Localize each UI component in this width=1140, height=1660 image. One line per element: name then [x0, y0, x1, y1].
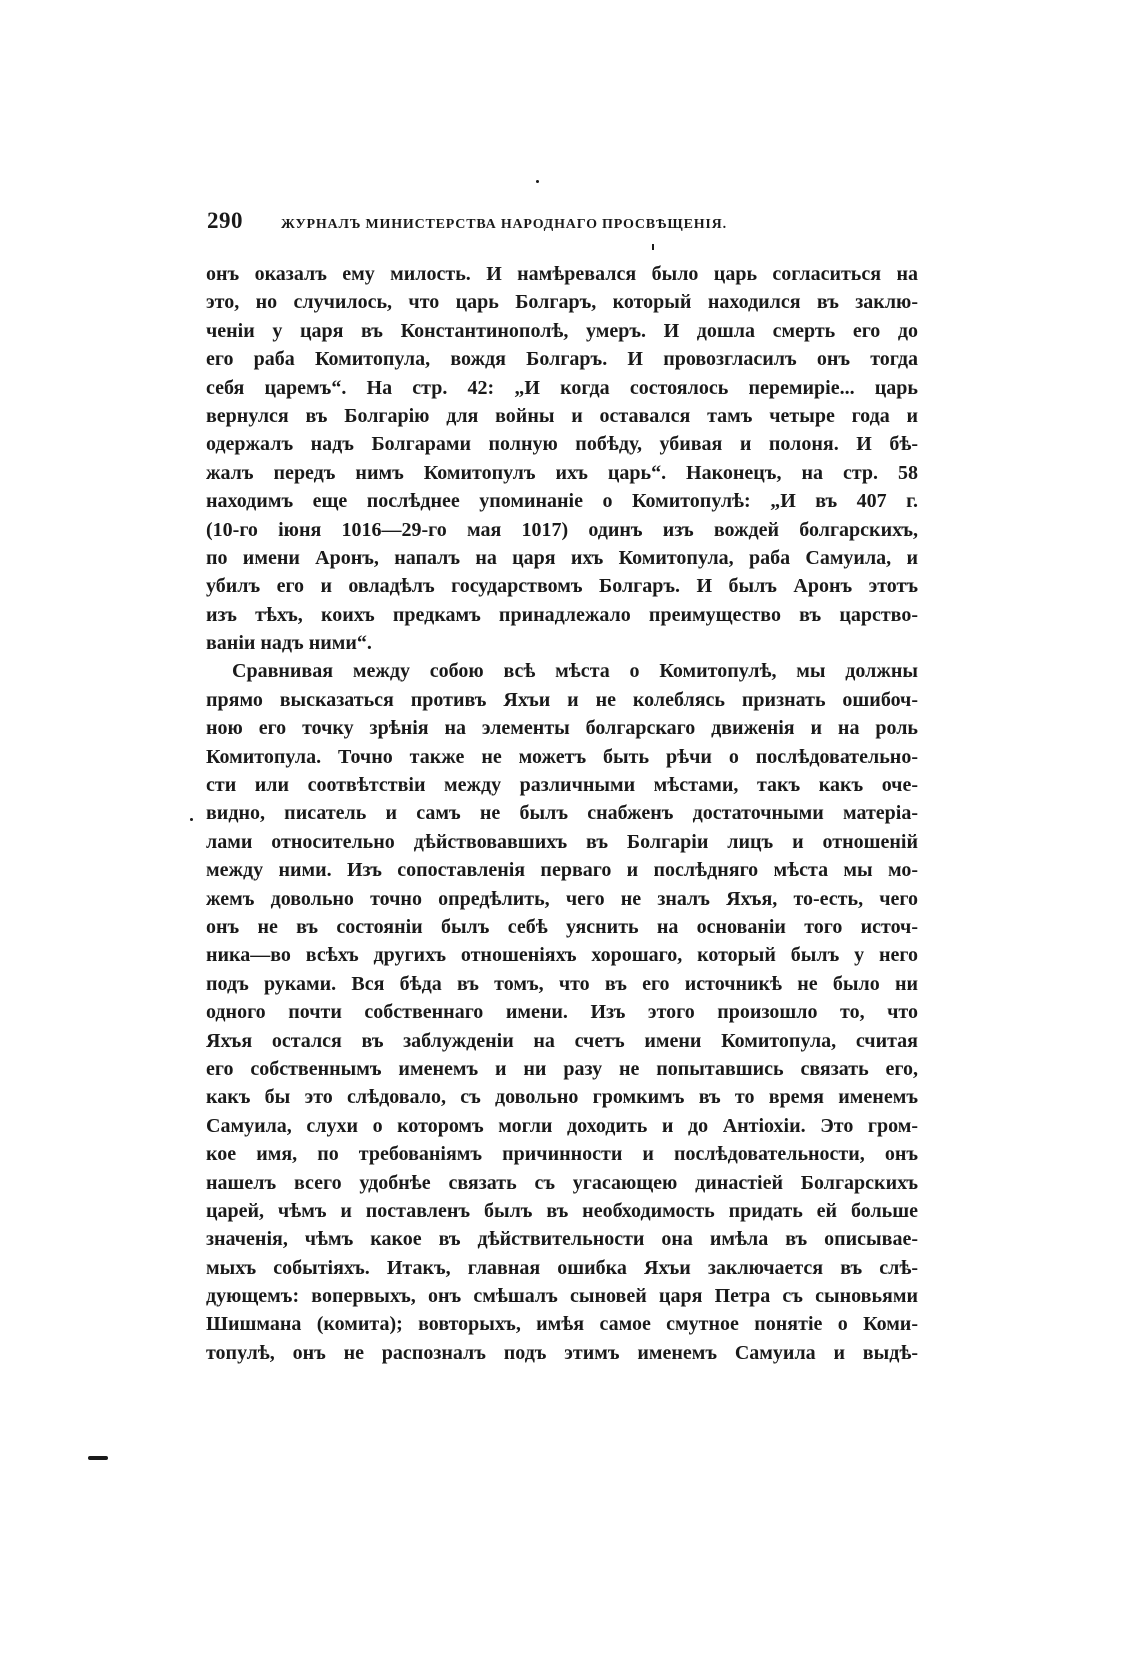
text-line: онъ оказалъ ему милость. И намѣревался было царь согласиться на — [206, 263, 918, 285]
text-line: Сравнивая между собою всѣ мѣста о Комитопулѣ, мы должны — [232, 660, 918, 683]
text-line: изъ тѣхъ, коихъ предкамъ принадлежало преимущество въ царство- — [206, 603, 918, 626]
text-line: подъ руками. Вся бѣда въ томъ, что въ его источникѣ не было ни — [206, 972, 918, 995]
text-line: Самуила, слухи о которомъ могли доходить и до Антіохіи. Это гром- — [206, 1114, 918, 1137]
text-line: лами относительно дѣйствовавшихъ въ Болгаріи лицъ и отношеній — [206, 830, 918, 853]
text-line: себя царемъ“. На стр. 42: „И когда состоялось перемиріе... царь — [206, 376, 918, 399]
text-line: находимъ еще послѣднее упоминаніе о Комитопулѣ: „И въ 407 г. — [206, 490, 918, 513]
running-title: ЖУРНАЛЪ МИНИСТЕРСТВА НАРОДНАГО ПРОСВѢЩЕНІЯ. — [281, 217, 727, 232]
text-line: одержалъ надъ Болгарами полную побѣду, убивая и полоня. И бѣ- — [206, 433, 918, 456]
text-line: вернулся въ Болгарію для войны и оставался тамъ четыре года и — [206, 404, 918, 427]
text-line: одного почти собственнаго имени. Изъ этого произошло то, что — [206, 1001, 918, 1024]
text-line: дующемъ: вопервыхъ, онъ смѣшалъ сыновей царя Петра съ сыновьями — [206, 1285, 918, 1308]
text-line: топулѣ, онъ не распозналъ подъ этимъ именемъ Самуила и выдѣ- — [206, 1341, 918, 1364]
ink-speck — [652, 244, 654, 250]
text-line: ваніи надъ ними“. — [206, 632, 372, 655]
text-line: его раба Комитопула, вождя Болгаръ. И провозгласилъ онъ тогда — [206, 348, 918, 371]
text-line: Яхъя остался въ заблужденіи на счетъ имени Комитопула, считая — [206, 1029, 918, 1052]
text-line: какъ бы это слѣдовало, съ довольно громкимъ въ то время именемъ — [206, 1086, 918, 1109]
text-line: нашелъ всего удобнѣе связать съ угасающею династіей Болгарскихъ — [206, 1171, 918, 1194]
text-line: жемъ довольно точно опредѣлить, чего не зналъ Яхъя, то-есть, чего — [206, 887, 918, 910]
paragraph-1 — [206, 260, 918, 657]
text-line: (10-го іюня 1016—29-го мая 1017) одинъ изъ вождей болгарскихъ, — [206, 518, 918, 541]
text-line: убилъ его и овладѣлъ государствомъ Болгаръ. И былъ Аронъ этотъ — [206, 575, 918, 598]
text-line: Шишмана (комита); вовторыхъ, имѣя самое смутное понятіе о Коми- — [206, 1313, 918, 1336]
text-line: ною его точку зрѣнія на элементы болгарскаго движенія и на роль — [206, 717, 918, 740]
text-line: царей, чѣмъ и поставленъ былъ въ необходимость придать ей больше — [206, 1199, 918, 1222]
text-line: мыхъ событіяхъ. Итакъ, главная ошибка Яхъи заключается въ слѣ- — [206, 1256, 918, 1279]
ink-mark — [88, 1456, 108, 1460]
text-line: онъ не въ состояніи былъ себѣ уяснить на основаніи того источ- — [206, 915, 918, 938]
page-header — [207, 208, 917, 242]
ink-speck — [190, 818, 193, 821]
text-line: видно, писатель и самъ не былъ снабженъ достаточными матеріа- — [206, 802, 918, 825]
text-line: кое имя, по требованіямъ причинности и послѣдовательности, онъ — [206, 1143, 918, 1166]
body-text — [206, 260, 918, 1367]
text-line: ченіи у царя въ Константинополѣ, умеръ. И дошла смерть его до — [206, 319, 918, 342]
text-line: ника—во всѣхъ другихъ отношеніяхъ хорошаго, который былъ у него — [206, 944, 918, 967]
page-number: 290 — [207, 208, 243, 233]
text-line: прямо высказаться противъ Яхъи и не колеблясь признать ошибоч- — [206, 688, 918, 711]
text-line: сти или соотвѣтствіи между различными мѣстами, такъ какъ оче- — [206, 774, 918, 797]
text-line: это, но случилось, что царь Болгаръ, который находился въ заклю- — [206, 291, 918, 314]
text-line: Комитопула. Точно также не можетъ быть рѣчи о послѣдовательно- — [206, 745, 918, 768]
text-line: жалъ передъ нимъ Комитопулъ ихъ царь“. Наконецъ, на стр. 58 — [206, 461, 918, 484]
paragraph-2 — [206, 657, 918, 1367]
text-line: значенія, чѣмъ какое въ дѣйствительности она имѣла въ описывае- — [206, 1228, 918, 1251]
text-line: его собственнымъ именемъ и ни разу не попытавшись связать его, — [206, 1057, 918, 1080]
text-line: между ними. Изъ сопоставленія перваго и послѣдняго мѣста мы мо- — [206, 859, 918, 882]
text-line: по имени Аронъ, напалъ на царя ихъ Комитопула, раба Самуила, и — [206, 546, 918, 569]
ink-speck — [536, 180, 539, 183]
